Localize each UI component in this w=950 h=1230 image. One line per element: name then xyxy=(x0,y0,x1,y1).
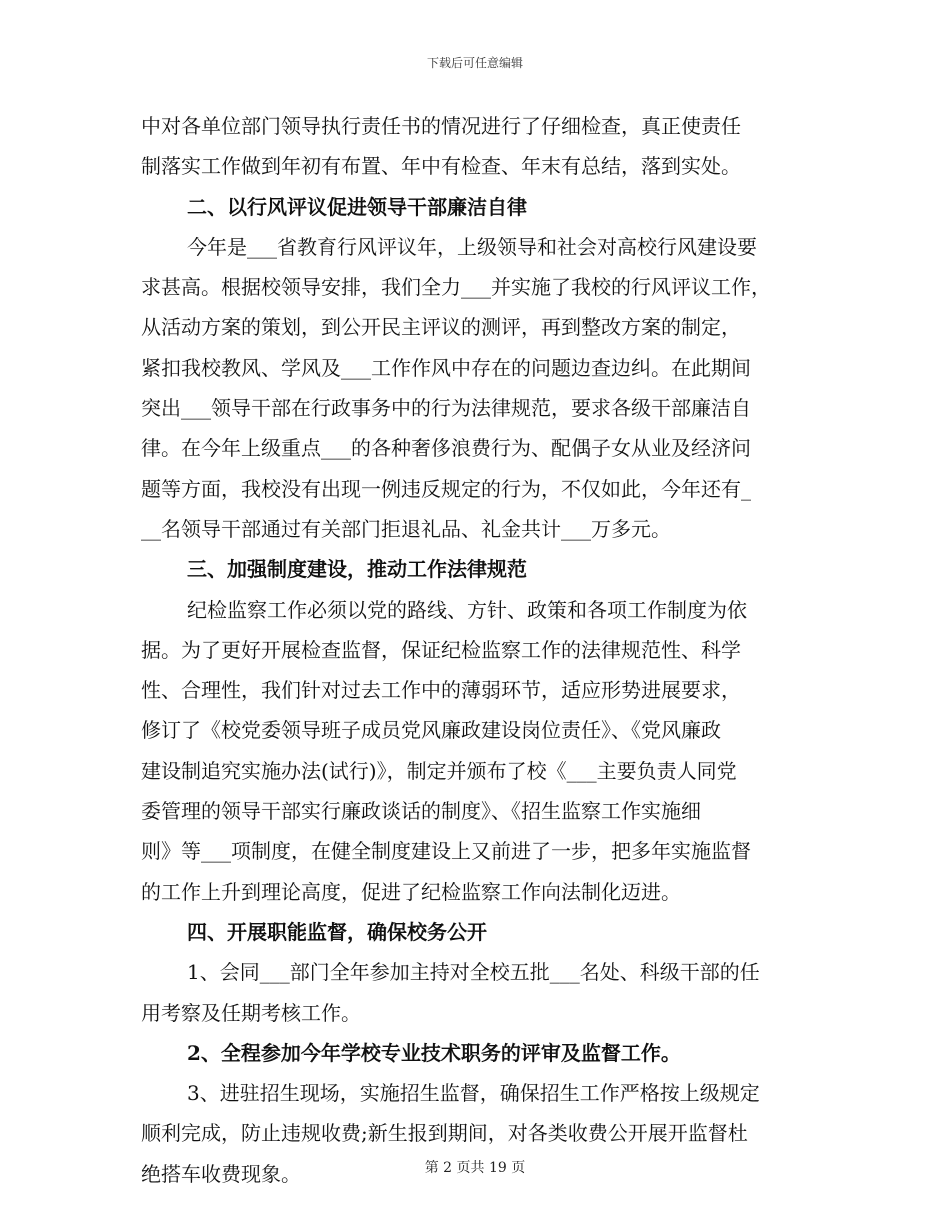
page-number-footer: 第 2 页共 19 页 xyxy=(424,1160,526,1176)
text-line: 纪检监察工作必须以党的路线、方针、政策和各项工作制度为依 xyxy=(187,597,747,622)
text-line: 用考察及任期考核工作。 xyxy=(141,1000,361,1025)
section-heading: 三、加强制度建设，推动工作法律规范 xyxy=(187,557,527,582)
text-line: 从活动方案的策划，到公开民主评议的测评，再到整改方案的制定， xyxy=(141,315,741,340)
section-heading: 二、以行风评议促进领导干部廉洁自律 xyxy=(187,194,527,219)
text-line: 的工作上升到理论高度，促进了纪检监察工作向法制化迈进。 xyxy=(141,879,681,904)
section-heading: 四、开展职能监督，确保校务公开 xyxy=(187,919,487,944)
text-line: 律。在今年上级重点___的各种奢侈浪费行为、配偶子女从业及经济问 xyxy=(141,436,751,461)
text-line: 性、合理性，我们针对过去工作中的薄弱环节，适应形势进展要求， xyxy=(141,678,741,703)
text-line: 紧扣我校教风、学风及___工作作风中存在的问题边查边纠。在此期间 xyxy=(141,355,751,380)
text-line: 求甚高。根据校领导安排，我们全力___并实施了我校的行风评议工作， xyxy=(141,275,771,300)
text-line: 顺利完成，防止违规收费;新生报到期间，对各类收费公开展开监督杜 xyxy=(141,1121,748,1146)
document-body xyxy=(141,106,821,1194)
text-line: 今年是___省教育行风评议年，上级领导和社会对高校行风建设要 xyxy=(187,234,757,259)
text-line: 委管理的领导干部实行廉政谈话的制度》、《招生监察工作实施细 xyxy=(141,799,701,824)
text-line: 建设制追究实施办法(试行)》，制定并颁布了校《___主要负责人同党 xyxy=(141,758,737,783)
page-header-note: 下载后可任意编辑 xyxy=(426,56,523,70)
text-line: 中对各单位部门领导执行责任书的情况进行了仔细检查，真正使责任 xyxy=(141,114,741,138)
text-line: 题等方面，我校没有出现一例违反规定的行为，不仅如此，今年还有_ xyxy=(141,476,751,501)
text-line: 则》等___项制度，在健全制度建设上又前进了一步，把多年实施监督 xyxy=(141,839,751,864)
text-line: 绝搭车收费现象。 xyxy=(141,1161,301,1186)
text-line: 突出___领导干部在行政事务中的行为法律规范，要求各级干部廉洁自 xyxy=(141,396,751,421)
text-line: 据。为了更好开展检查监督，保证纪检监察工作的法律规范性、科学 xyxy=(141,637,741,662)
text-line: 制落实工作做到年初有布置、年中有检查、年末有总结，落到实处。 xyxy=(141,154,741,179)
text-line: 3、进驻招生现场，实施招生监督，确保招生工作严格按上级规定 xyxy=(187,1081,760,1106)
text-line: __名领导干部通过有关部门拒退礼品、礼金共计___万多元。 xyxy=(141,516,671,541)
list-item-heading: 2、全程参加今年学校专业技术职务的评审及监督工作。 xyxy=(187,1040,681,1065)
text-line: 1、会同___部门全年参加主持对全校五批___名处、科级干部的任 xyxy=(187,960,760,985)
text-line: 修订了《校党委领导班子成员党风廉政建设岗位责任》、《党风廉政 xyxy=(141,718,721,743)
